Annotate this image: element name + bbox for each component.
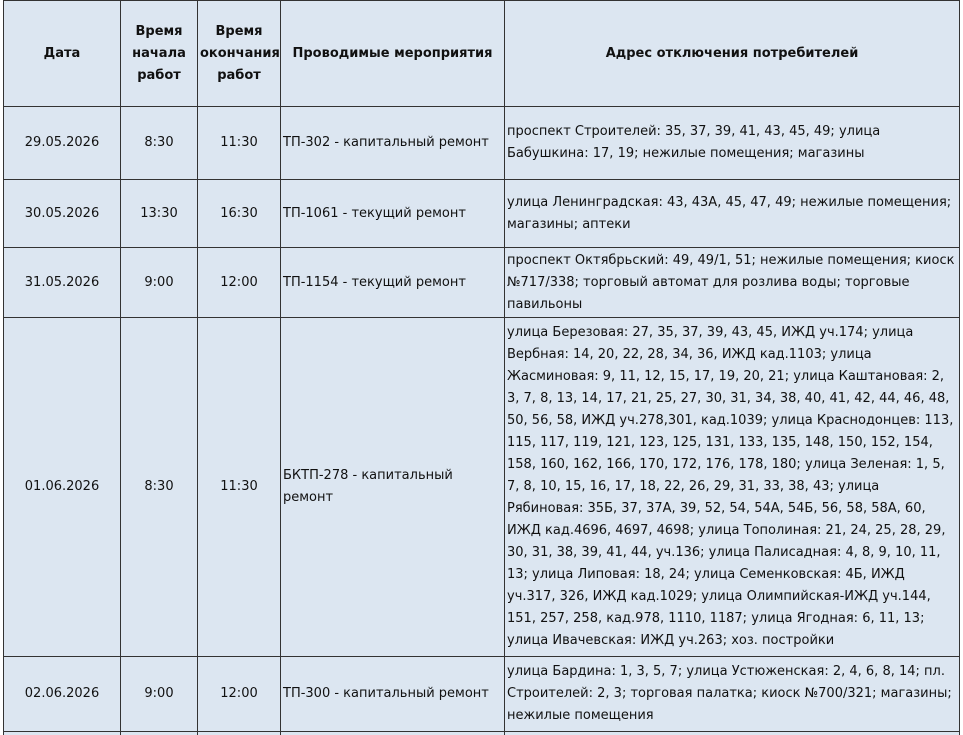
header-date: Дата	[4, 1, 121, 107]
empty-cell	[198, 732, 281, 735]
work-cell: ТП-300 - капитальный ремонт	[281, 657, 505, 732]
date-cell: 29.05.2026	[4, 107, 121, 180]
header-work: Проводимые мероприятия	[281, 1, 505, 107]
address-cell: проспект Строителей: 35, 37, 39, 41, 43, 45, 49; улица Бабушкина: 17, 19; нежилые помещения; магазины	[505, 107, 960, 180]
date-cell: 02.06.2026	[4, 657, 121, 732]
address-cell: улица Бардина: 1, 3, 5, 7; улица Устюженская: 2, 4, 6, 8, 14; пл. Строителей: 2, 3; торговая палатка; киоск №700/321; магазины; нежилые помещения	[505, 657, 960, 732]
header-address: Адрес отключения потребителей	[505, 1, 960, 107]
table-row	[4, 318, 960, 657]
end-time-cell: 11:30	[198, 318, 281, 657]
table-row	[4, 657, 960, 732]
end-time-cell: 11:30	[198, 107, 281, 180]
end-time-cell: 12:00	[198, 657, 281, 732]
end-time-cell: 12:00	[198, 248, 281, 318]
table-row-partial	[4, 732, 960, 735]
table-row	[4, 248, 960, 318]
address-cell: проспект Октябрьский: 49, 49/1, 51; нежилые помещения; киоск №717/338; торговый автомат для розлива воды; торговые павильоны	[505, 248, 960, 318]
empty-cell	[121, 732, 198, 735]
start-time-cell: 9:00	[121, 657, 198, 732]
table-row	[4, 107, 960, 180]
start-time-cell: 8:30	[121, 107, 198, 180]
empty-cell	[505, 732, 960, 735]
outage-schedule-table	[3, 0, 960, 735]
address-cell: улица Березовая: 27, 35, 37, 39, 43, 45, ИЖД уч.174; улица Вербная: 14, 20, 22, 28, 34, 36, ИЖД кад.1103; улица Жасминовая: 9, 11, 12, 15, 17, 19, 20, 21; улица Каштановая: 2, 3, 7, 8, 13, 14, 17, 21, 25, 27, 30, 31, 34, 38, 40, 41, 42, 44, 46, 48, 50, 56, 58, ИЖД уч.278,301, кад.1039; улица Краснодонцев: 113, 115, 117, 119, 121, 123, 125, 131, 133, 135, 148, 150, 152, 154, 158, 160, 162, 166, 170, 172, 176, 178, 180; улица Зеленая: 1, 5, 7, 8, 10, 15, 16, 17, 18, 22, 26, 29, 31, 33, 38, 43; улица Рябиновая: 35Б, 37, 37А, 39, 52, 54, 54А, 54Б, 56, 58, 58А, 60, ИЖД кад.4696, 4697, 4698; улица Тополиная: 21, 24, 25, 28, 29, 30, 31, 38, 39, 41, 44, уч.136; улица Палисадная: 4, 8, 9, 10, 11, 13; улица Липовая: 18, 24; улица Семенковская: 4Б, ИЖД уч.317, 326, ИЖД кад.1029; улица Олимпийская-ИЖД уч.144, 151, 257, 258, кад.978, 1110, 1187; улица Ягодная: 6, 11, 13; улица Ивачевская: ИЖД уч.263; хоз. постройки	[505, 318, 960, 657]
empty-cell	[4, 732, 121, 735]
date-cell: 30.05.2026	[4, 180, 121, 248]
work-cell: ТП-1154 - текущий ремонт	[281, 248, 505, 318]
address-cell: улица Ленинградская: 43, 43А, 45, 47, 49; нежилые помещения; магазины; аптеки	[505, 180, 960, 248]
empty-cell	[281, 732, 505, 735]
work-cell: ТП-302 - капитальный ремонт	[281, 107, 505, 180]
work-cell: ТП-1061 - текущий ремонт	[281, 180, 505, 248]
table-row	[4, 180, 960, 248]
date-cell: 31.05.2026	[4, 248, 121, 318]
header-end-time: Время окончания работ	[198, 1, 281, 107]
header-row	[4, 1, 960, 107]
header-start-time: Время начала работ	[121, 1, 198, 107]
work-cell: БКТП-278 - капитальный ремонт	[281, 318, 505, 657]
date-cell: 01.06.2026	[4, 318, 121, 657]
start-time-cell: 13:30	[121, 180, 198, 248]
start-time-cell: 9:00	[121, 248, 198, 318]
start-time-cell: 8:30	[121, 318, 198, 657]
end-time-cell: 16:30	[198, 180, 281, 248]
